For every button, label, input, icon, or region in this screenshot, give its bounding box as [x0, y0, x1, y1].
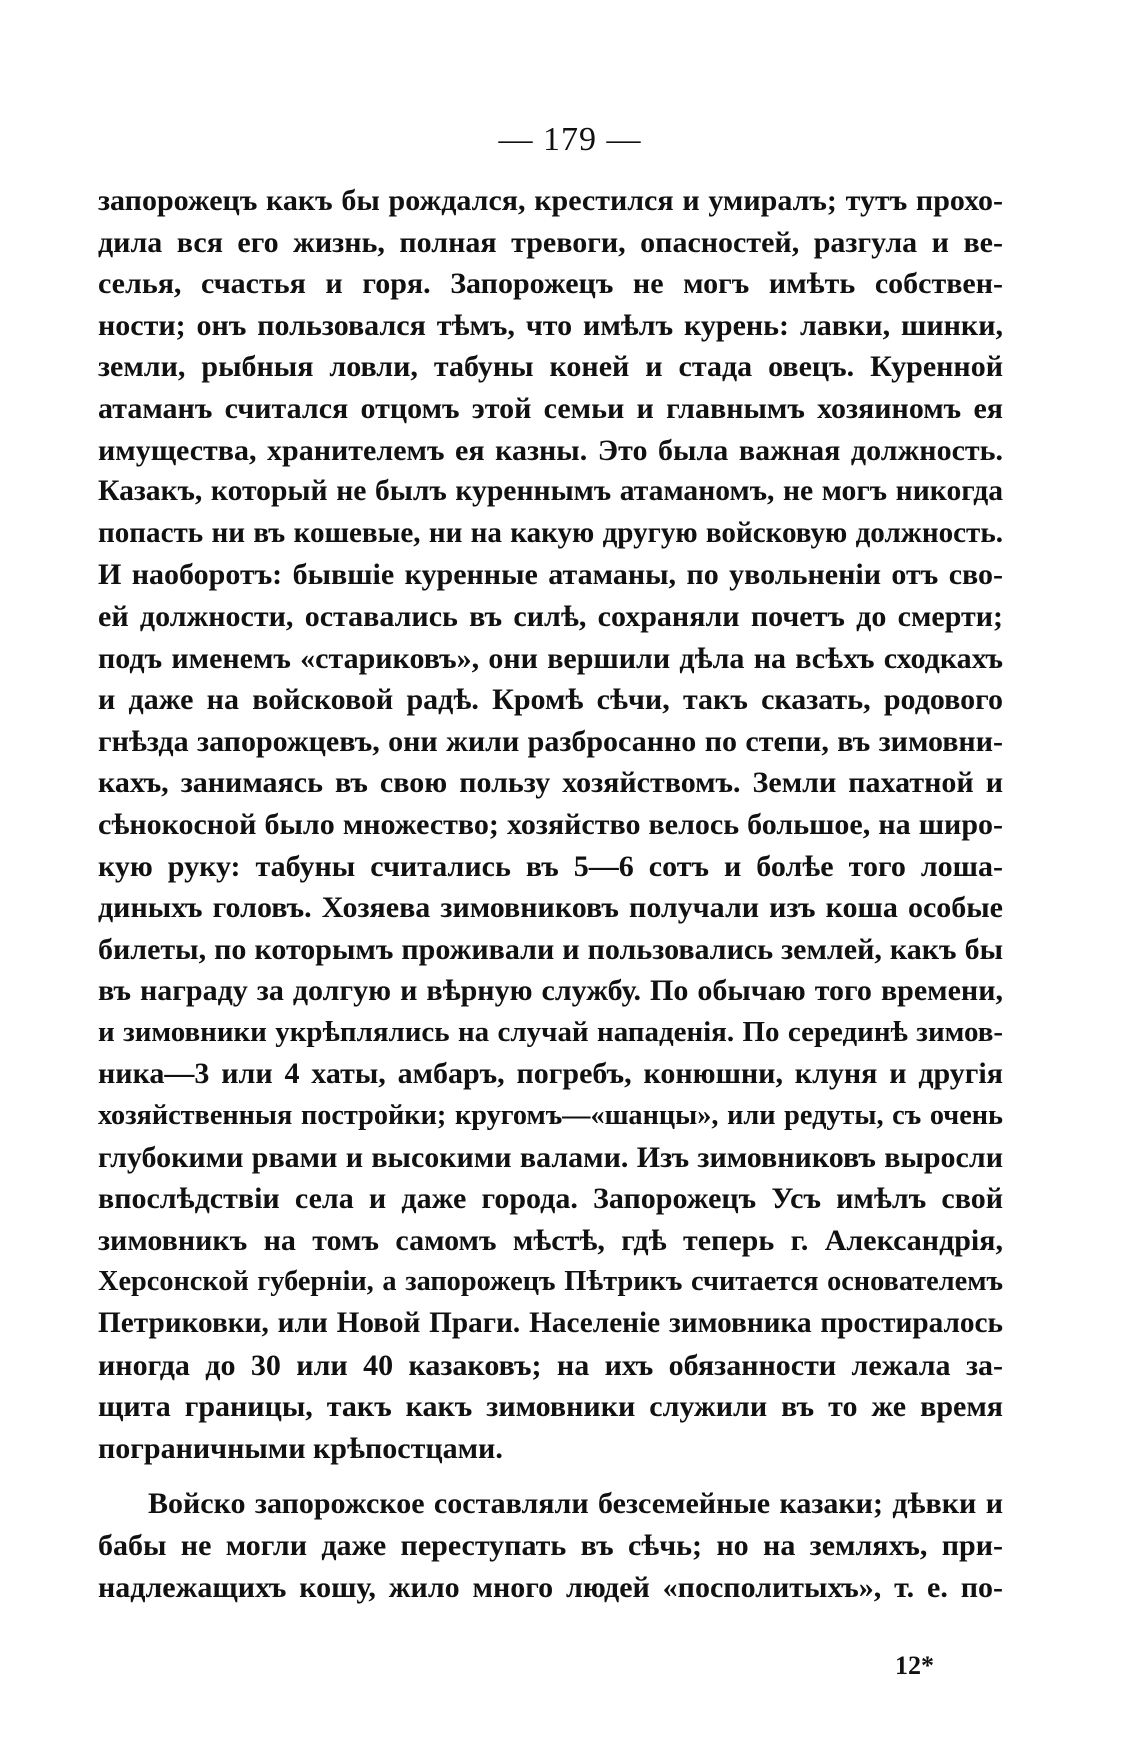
- text-line: и даже на войсковой радѣ. Кромѣ сѣчи, такъ сказать, родового: [98, 683, 1003, 717]
- text-line: подъ именемъ «стариковъ», они вершили дѣла на всѣхъ сходкахъ: [98, 641, 1003, 675]
- text-line: бабы не могли даже переступать въ сѣчь; но на земляхъ, при-: [98, 1529, 1003, 1562]
- text-line: гнѣзда запорожцевъ, они жили разбросанно по степи, въ зимовни-: [98, 724, 1003, 758]
- text-line: запорожецъ какъ бы рождался, крестился и умиралъ; тутъ прохо-: [98, 184, 1003, 217]
- text-line: ника—3 или 4 хаты, амбаръ, погребъ, конюшни, клуня и другія: [98, 1057, 1003, 1091]
- text-line: попасть ни въ кошевые, ни на какую другую войсковую должность.: [98, 516, 1003, 549]
- text-line: И наоборотъ: бывшіе куренные атаманы, по увольненіи отъ сво-: [98, 558, 1003, 592]
- text-line: щита границы, такъ какъ зимовники служили въ то же время: [98, 1390, 1003, 1424]
- signature-mark: 12*: [895, 1651, 934, 1680]
- text-line: зимовникъ на томъ самомъ мѣстѣ, гдѣ теперь г. Александрія,: [98, 1223, 1003, 1257]
- text-line: дила вся его жизнь, полная тревоги, опасностей, разгула и ве-: [98, 225, 1003, 259]
- text-line: билеты, по которымъ проживали и пользовались землей, какъ бы: [98, 932, 1003, 966]
- text-line: въ награду за долгую и вѣрную службу. По обычаю того времени,: [98, 974, 1003, 1008]
- text-line: диныхъ головъ. Хозяева зимовниковъ получали изъ коша особые: [98, 891, 1003, 925]
- text-line: впослѣдствіи села и даже города. Запорожецъ Усъ имѣлъ свой: [98, 1182, 1003, 1216]
- text-line: ей должности, оставались въ силѣ, сохраняли почетъ до смерти;: [98, 599, 1003, 633]
- text-line: имущества, хранителемъ ея казны. Это была важная должность.: [98, 433, 1003, 467]
- text-line: глубокими рвами и высокими валами. Изъ зимовниковъ выросли: [98, 1140, 1003, 1174]
- text-line: надлежащихъ кошу, жило много людей «посполитыхъ», т. е. по-: [98, 1570, 1003, 1604]
- body-text: [98, 180, 1003, 1608]
- text-line: иногда до 30 или 40 казаковъ; на ихъ обязанности лежала за-: [98, 1348, 1003, 1382]
- text-line: Войско запорожское составляли безсемейные казаки; дѣвки и: [148, 1487, 1003, 1521]
- paragraph-gap: [98, 1469, 1003, 1483]
- page-number: — 179 —: [498, 121, 642, 158]
- text-line: Херсонской губерніи, а запорожецъ Пѣтрикъ считается основателемъ: [98, 1266, 1003, 1298]
- text-line: и зимовники укрѣплялись на случай нападенія. По серединѣ зимов-: [98, 1015, 1003, 1048]
- text-line: ности; онъ пользовался тѣмъ, что имѣлъ курень: лавки, шинки,: [98, 308, 1003, 342]
- text-line: хозяйственныя постройки; кругомъ—«шанцы», или редуты, съ очень: [98, 1100, 1003, 1132]
- text-line: Казакъ, который не былъ куреннымъ атаманомъ, не могъ никогда: [98, 475, 1003, 508]
- text-line: селья, счастья и горя. Запорожецъ не могъ имѣть собствен-: [98, 267, 1003, 301]
- text-line: земли, рыбныя ловли, табуны коней и стада овецъ. Куренной: [98, 350, 1003, 384]
- text-line: пограничными крѣпостцами.: [98, 1431, 503, 1465]
- text-line: атаманъ считался отцомъ этой семьи и главнымъ хозяиномъ ея: [98, 391, 1003, 425]
- text-line: кую руку: табуны считались въ 5—6 сотъ и болѣе того лоша-: [98, 849, 1003, 883]
- text-line: Петриковки, или Новой Праги. Населеніе зимовника простиралось: [98, 1307, 1003, 1340]
- text-line: кахъ, занимаясь въ свою пользу хозяйствомъ. Земли пахатной и: [98, 766, 1003, 800]
- text-line: сѣнокосной было множество; хозяйство велось большое, на широ-: [98, 807, 1003, 841]
